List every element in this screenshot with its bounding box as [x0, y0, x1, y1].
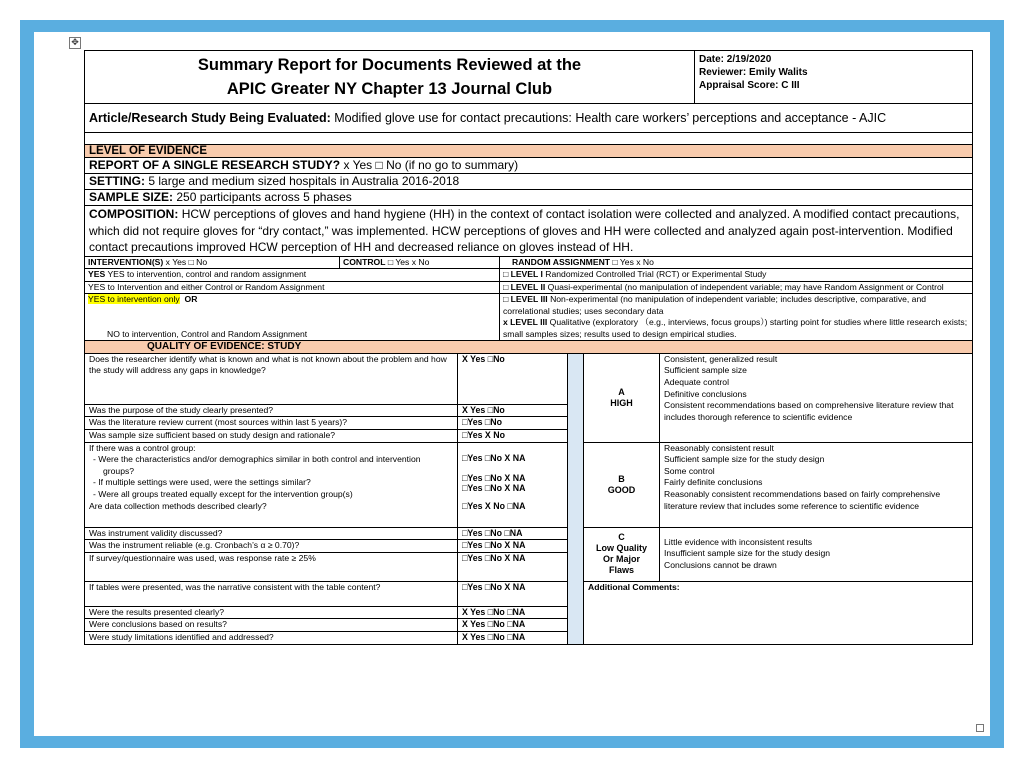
grade-b-desc-3: Fairly definite conclusions [664, 477, 763, 488]
level-3-qual-text: Qualitative (exploratory （e.g., interviews, focus groups）) starting point for studies where little research exists; small samples sizes; results used to design empirical studies. [503, 317, 968, 339]
setting-label: SETTING: [89, 174, 145, 188]
single-study-row [85, 158, 973, 174]
control-value: □ Yes x No [387, 256, 430, 267]
intervention-value: x Yes □ No [165, 256, 208, 267]
design-row-1-text: YES to intervention, control and random assignment [107, 269, 307, 280]
additional-comments[interactable] [584, 581, 973, 644]
table-move-handle-icon[interactable]: ✥ [69, 37, 81, 49]
setting-value: 5 large and medium sized hospitals in Australia 2016-2018 [148, 174, 460, 188]
design-yes-1: YES [88, 269, 106, 280]
window-frame [20, 20, 1004, 748]
random-assignment-value: □ Yes x No [612, 256, 654, 267]
question-12: Were conclusions based on results? [85, 619, 458, 632]
report-title [85, 51, 695, 104]
or-label: OR [184, 294, 198, 305]
level-3-text: Non-experimental (no manipulation of independent variable; includes descriptive, comparative, and correlational studies; uses secondary data [503, 294, 927, 316]
grade-b-desc-1: Sufficient sample size for the study design [664, 454, 825, 465]
grade-a-name: HIGH [610, 397, 633, 408]
intervention-label: INTERVENTION(S) [88, 256, 164, 267]
grade-b-description [660, 442, 973, 527]
study-design-table [84, 257, 973, 354]
grade-b-cell [584, 442, 660, 527]
question-11: Were the results presented clearly? [85, 606, 458, 619]
design-row-3-right [500, 294, 973, 341]
random-assignment-label: RANDOM ASSIGNMENT [512, 256, 611, 267]
grade-b-letter: B [618, 473, 625, 484]
single-study-label: REPORT OF A SINGLE RESEARCH STUDY? [89, 158, 341, 172]
question-2: Was the purpose of the study clearly presented? [85, 404, 458, 417]
composition-row [85, 206, 973, 257]
question-8: Was the instrument reliable (e.g. Cronbach’s α ≥ 0.70)? [85, 540, 458, 553]
grade-b-desc-0: Reasonably consistent result [664, 442, 774, 453]
additional-comments-label: Additional Comments: [588, 581, 680, 592]
answer-6: □Yes X No □NA [458, 501, 568, 528]
grade-a-description [660, 354, 973, 442]
answer-2: X Yes □No [458, 404, 568, 417]
question-13: Were study limitations identified and addressed? [85, 631, 458, 644]
blue-divider-column [568, 354, 584, 644]
answer-11: X Yes □No □NA [458, 606, 568, 619]
level-1-text: Randomized Controlled Trial (RCT) or Experimental Study [545, 269, 767, 280]
answer-13: X Yes □No □NA [458, 631, 568, 644]
question-7: Was instrument validity discussed? [85, 527, 458, 540]
grade-c-desc-0: Little evidence with inconsistent results [664, 536, 813, 547]
grade-a-cell [584, 354, 660, 442]
question-5b: - If multiple settings were used, were the settings similar? [93, 477, 311, 488]
grade-a-desc-4: Consistent recommendations based on comprehensive literature review that includes thorough reference to scientific evidence [664, 400, 954, 422]
question-3: Was the literature review current (most sources within last 5 years)? [85, 417, 458, 430]
grade-b-desc-2: Some control [664, 465, 715, 476]
grade-c-desc-1: Insufficient sample size for the study design [664, 548, 831, 559]
sample-size-value: 250 participants across 5 phases [176, 190, 352, 204]
question-5: If there was a control group: [89, 442, 196, 453]
grade-c-description [660, 527, 973, 581]
title-line-1: Summary Report for Documents Reviewed at the [197, 56, 582, 74]
yes-intervention-only-highlight: YES to intervention only [88, 294, 180, 305]
control-label: CONTROL [343, 256, 386, 267]
report-document [84, 50, 973, 645]
document-page [34, 32, 990, 736]
grade-a-desc-1: Sufficient sample size [664, 365, 747, 376]
question-5-control-group [85, 442, 458, 500]
design-row-2-left [85, 281, 500, 294]
answer-12: X Yes □No □NA [458, 619, 568, 632]
setting-row [85, 174, 973, 190]
design-row-1-left [85, 269, 500, 282]
table-resize-handle-icon[interactable] [976, 724, 984, 732]
question-10: If tables were presented, was the narrative consistent with the table content? [85, 581, 458, 606]
grade-b-desc-4: Reasonably consistent recommendations based on fairly comprehensive literature review that includes some reference to scientific evidence [664, 488, 941, 511]
level-3-qual-label: x LEVEL III [503, 317, 548, 328]
question-6: Are data collection methods described clearly? [85, 501, 458, 528]
quality-of-evidence-header: QUALITY OF EVIDENCE: STUDY [85, 341, 973, 354]
answers-5 [458, 442, 568, 500]
answer-8: □Yes □No X NA [458, 540, 568, 553]
question-5a: - Were the characteristics and/or demographics similar in both control and intervention groups? [93, 454, 421, 476]
article-label: Article/Research Study Being Evaluated: [89, 111, 331, 125]
level-2-text: Quasi-experimental (no manipulation of independent variable; may have Random Assignment or Control [547, 281, 944, 292]
answer-1: X Yes □No [458, 354, 568, 405]
article-row [84, 104, 973, 133]
design-row-2-right [500, 281, 973, 294]
answer-9: □Yes □No X NA [458, 552, 568, 581]
answer-3: □Yes □No [458, 417, 568, 430]
level-3-label: □ LEVEL III [503, 294, 548, 305]
question-5c: - Were all groups treated equally except for the intervention group(s) [93, 488, 353, 499]
report-header [84, 50, 973, 104]
question-4: Was sample size sufficient based on study design and rationale? [85, 429, 458, 442]
answer-5a: □Yes □No X NA [462, 452, 526, 463]
appraisal-score: Appraisal Score: C III [699, 80, 800, 91]
grade-c-name-2: Or Major [602, 554, 640, 565]
level-2-label: □ LEVEL II [503, 281, 546, 292]
answer-7: □Yes □No □NA [458, 527, 568, 540]
question-1: Does the researcher identify what is known and what is not known about the problem and how the study will address any gaps in knowledge? [85, 354, 458, 405]
grade-c-cell [584, 527, 660, 581]
grade-a-desc-3: Definitive conclusions [664, 388, 747, 399]
grade-a-letter: A [618, 386, 625, 397]
composition-label: COMPOSITION: [89, 207, 179, 221]
answer-4: □Yes X No [458, 429, 568, 442]
level-of-evidence-header: LEVEL OF EVIDENCE [85, 145, 973, 158]
review-date: Date: 2/19/2020 [699, 54, 772, 65]
grade-a-desc-2: Adequate control [664, 376, 729, 387]
answer-10: □Yes □No X NA [458, 581, 568, 606]
grade-c-name-3: Flaws [608, 565, 634, 576]
evidence-rows [84, 144, 973, 257]
sample-size-row [85, 190, 973, 206]
article-title: Modified glove use for contact precautions: Health care workers’ perceptions and acceptance - AJIC [334, 111, 887, 125]
grade-c-name-1: Low Quality [595, 543, 647, 554]
grade-a-desc-0: Consistent, generalized result [664, 353, 778, 364]
design-row-1-right [500, 269, 973, 282]
single-study-value: x Yes □ No (if no go to summary) [343, 158, 519, 172]
question-9: If survey/questionnaire was used, was response rate ≥ 25% [85, 552, 458, 581]
answer-5b: □Yes □No X NA [462, 472, 526, 483]
quality-table [84, 354, 973, 645]
grade-c-desc-2: Conclusions cannot be drawn [664, 559, 777, 570]
sample-size-label: SAMPLE SIZE: [89, 190, 174, 204]
reviewer-name: Reviewer: Emily Walits [699, 67, 808, 78]
grade-c-letter: C [618, 532, 625, 543]
title-line-2: APIC Greater NY Chapter 13 Journal Club [226, 80, 553, 98]
composition-value: HCW perceptions of gloves and hand hygiene (HH) in the context of contact isolation were collected and analyzed. A modified contact precautions, which did not require gloves for “dry contact,” was implemented. HCW perceptions of gloves and HH were collected and analyzed again post-intervention. Modified contact precautions improved HCW perception of HH and decreased reliance on gloves instead of HH. [89, 207, 960, 255]
design-row-3-no: NO to intervention, Control and Random Assignment [107, 328, 308, 339]
level-1-label: □ LEVEL I [503, 269, 543, 280]
answer-5c: □Yes □No X NA [462, 482, 526, 493]
grade-b-name: GOOD [607, 484, 636, 495]
design-row-2-text: YES to Intervention and either Control or Random Assignment [88, 281, 325, 292]
design-row-3-left [85, 294, 500, 341]
report-meta [695, 51, 973, 104]
